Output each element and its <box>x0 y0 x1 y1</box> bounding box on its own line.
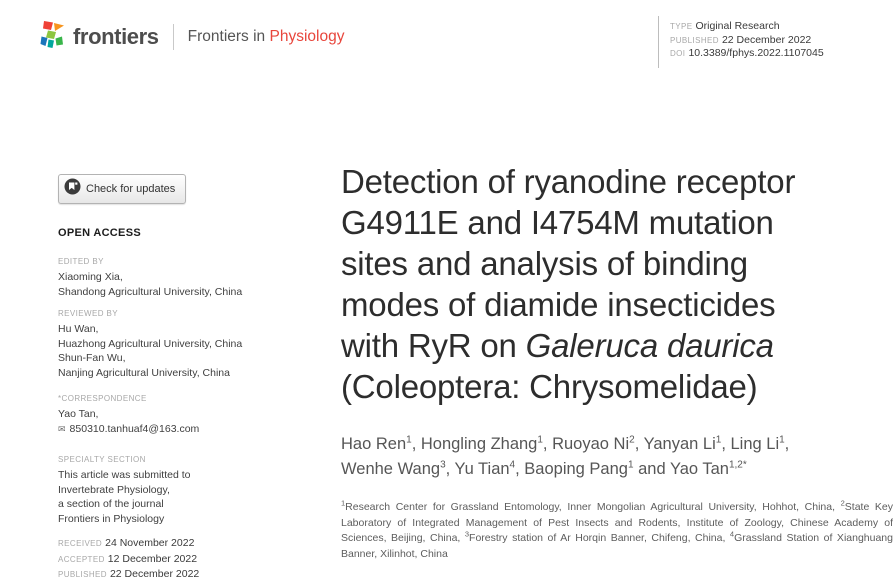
title-line: modes of diamide insecticides <box>341 286 776 323</box>
reviewer-name: Shun-Fan Wu, <box>58 352 126 364</box>
journal-name-prefix: Frontiers in <box>187 28 266 45</box>
specialty-line: Frontiers in Physiology <box>58 512 165 525</box>
meta-row-doi <box>670 47 885 61</box>
doi-value: 10.3389/fphys.2022.1107045 <box>688 47 824 59</box>
received-value: 24 November 2022 <box>105 537 195 549</box>
check-for-updates-button[interactable] <box>58 174 186 204</box>
section-history-dates <box>58 536 316 578</box>
type-value: Original Research <box>695 20 780 32</box>
correspondence-name: Yao Tan, <box>58 408 99 420</box>
received-row <box>58 536 316 552</box>
authors-line <box>341 432 893 481</box>
published-value: 22 December 2022 <box>721 33 812 46</box>
title-line: Detection of ryanodine receptor <box>341 163 796 200</box>
accepted-row <box>58 552 316 568</box>
title-line: sites and analysis of binding <box>341 245 748 282</box>
header-logo-row <box>40 20 344 54</box>
specialty-line: a section of the journal <box>58 498 164 510</box>
published-row <box>58 567 316 578</box>
published-date-label: PUBLISHED <box>58 570 107 578</box>
meta-row-type <box>670 20 885 34</box>
published-label: PUBLISHED <box>670 35 719 45</box>
author-line: Hao Ren$^1$, Hongling Zhang$^1$, Ruoyao Ni$^2$, Yanyan Li$^1$, Ling Li$^1$, <box>341 434 790 453</box>
type-label: TYPE <box>670 22 693 31</box>
correspondence-label: *CORRESPONDENCE <box>58 394 147 403</box>
check-updates-label: Check for updates <box>86 183 176 195</box>
received-label: RECEIVED <box>58 539 103 548</box>
specialty-line: This article was submitted to <box>58 469 191 481</box>
section-specialty <box>58 455 316 526</box>
published-date-value: 22 December 2022 <box>109 568 200 578</box>
specialty-label: SPECIALTY SECTION <box>58 455 146 464</box>
specialty-line: Invertebrate Physiology, <box>58 483 170 496</box>
section-reviewed-by <box>58 309 316 380</box>
journal-name <box>188 28 345 46</box>
meta-divider-rule <box>658 16 659 68</box>
edited-by-label: EDITED BY <box>58 257 104 266</box>
journal-name-highlight: Physiology <box>269 28 345 45</box>
crossmark-icon <box>64 178 81 200</box>
title-line: G4911E and I4754M mutation <box>341 204 774 241</box>
editor-affiliation: Shandong Agricultural University, China <box>58 285 243 298</box>
article-meta-block <box>670 20 885 61</box>
correspondence-email-row[interactable] <box>58 422 316 437</box>
article-title <box>341 161 893 407</box>
frontiers-logo-text: frontiers <box>73 24 159 49</box>
title-line: with RyR on Galeruca daurica <box>341 327 774 364</box>
reviewer-name: Hu Wan, <box>58 323 99 335</box>
title-line: (Coleoptera: Chrysomelidae) <box>341 368 758 405</box>
author-line: Wenhe Wang$^3$, Yu Tian$^4$, Baoping Pang$^1$ and Yao Tan$^{1,2*}$ <box>341 459 747 478</box>
section-edited-by <box>58 257 316 299</box>
editor-name: Xiaoming Xia, <box>58 271 123 283</box>
correspondence-email[interactable]: 850310.tanhuaf4@163.com <box>69 422 200 435</box>
logo-divider <box>173 24 174 50</box>
reviewer-affiliation: Huazhong Agricultural University, China <box>58 337 243 350</box>
open-access-heading: OPEN ACCESS <box>58 227 141 239</box>
section-correspondence <box>58 394 316 436</box>
accepted-label: ACCEPTED <box>58 554 105 564</box>
reviewer-affiliation: Nanjing Agricultural University, China <box>58 366 230 379</box>
frontiers-logo-icon <box>40 20 66 55</box>
reviewed-by-label: REVIEWED BY <box>58 309 118 318</box>
meta-row-published <box>670 34 885 48</box>
doi-label: DOI <box>670 49 686 58</box>
accepted-value: 12 December 2022 <box>107 552 198 565</box>
email-icon: ✉ <box>58 423 66 434</box>
affiliations: $^1$Research Center for Grassland Entomology, Inner Mongolian Agricultural University, Hohhot, China, $^2$State Key Laboratory of Integrated Management of Pest Insects and Rodents, Institute of Zoology, Chinese Academy of Sciences, Beijing, China, $^3$Forestry station of Ar Horqin Banner, Chifeng, China, $^4$Grassland Station of Xianghuang Banner, Xilinhot, China <box>341 498 893 560</box>
